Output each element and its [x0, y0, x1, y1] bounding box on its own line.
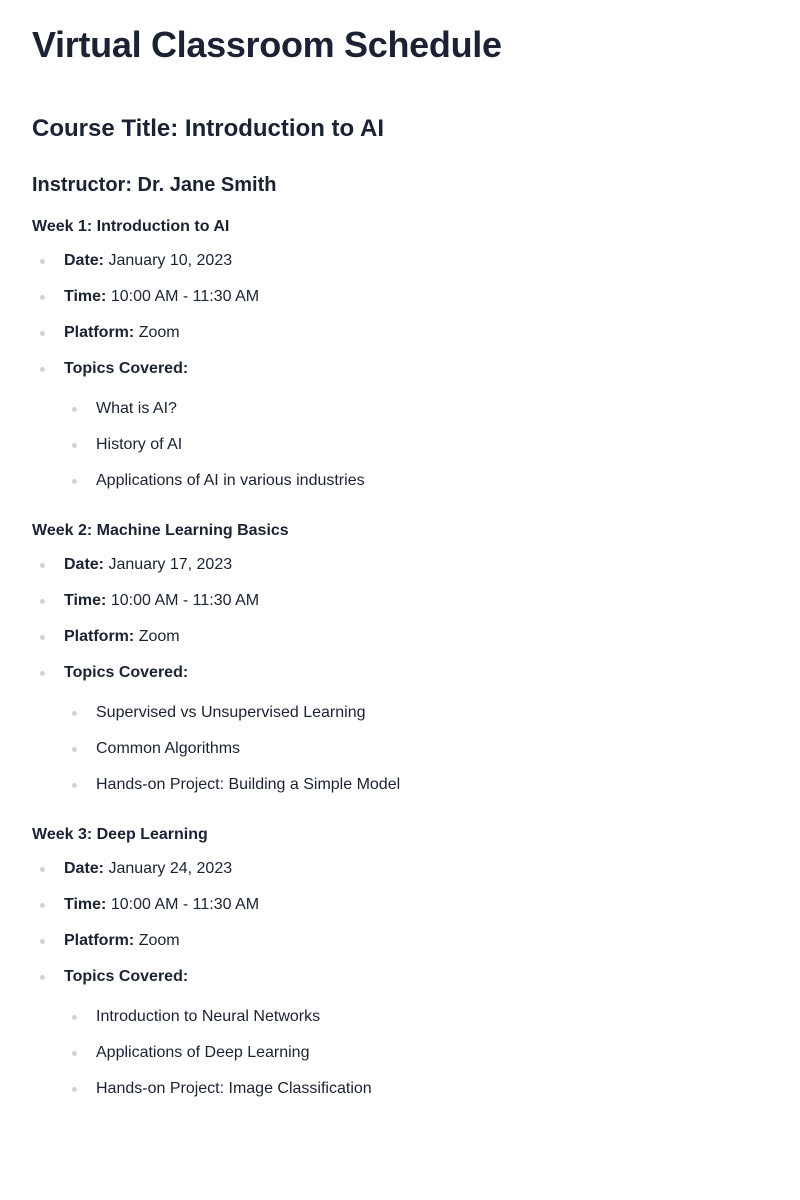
topics-label: Topics Covered: — [64, 664, 189, 681]
time-value: 10:00 AM - 11:30 AM — [110, 896, 260, 913]
week-details-list — [32, 251, 768, 491]
week-section-1 — [32, 217, 768, 491]
platform-label: Platform: — [64, 932, 135, 949]
course-title: Course Title: Introduction to AI — [32, 115, 384, 142]
week-spacer — [32, 795, 768, 825]
topic-item: Applications of Deep Learning — [32, 1043, 768, 1063]
week-spacer — [32, 491, 768, 521]
detail-topics — [32, 663, 768, 795]
date-label: Date: — [64, 556, 105, 573]
page-title: Virtual Classroom Schedule — [32, 24, 502, 65]
topics-label: Topics Covered: — [64, 968, 189, 985]
platform-label: Platform: — [64, 628, 135, 645]
platform-value: Zoom — [138, 324, 180, 341]
topic-item: History of AI — [32, 435, 768, 455]
time-value: 10:00 AM - 11:30 AM — [110, 288, 260, 305]
week-title: Week 2: Machine Learning Basics — [32, 522, 289, 539]
week-section-2 — [32, 521, 768, 795]
topic-item: Hands-on Project: Image Classification — [32, 1079, 768, 1099]
week-details-list — [32, 555, 768, 795]
week-section-3 — [32, 825, 768, 1099]
topic-item: Common Algorithms — [32, 739, 768, 759]
topics-list — [32, 703, 768, 795]
detail-time — [32, 895, 768, 915]
detail-date — [32, 859, 768, 879]
topic-item: Introduction to Neural Networks — [32, 1007, 768, 1027]
detail-time — [32, 287, 768, 307]
detail-time — [32, 591, 768, 611]
date-label: Date: — [64, 252, 105, 269]
detail-platform — [32, 323, 768, 343]
topic-item: Applications of AI in various industries — [32, 471, 768, 491]
week-title: Week 1: Introduction to AI — [32, 218, 230, 235]
platform-value: Zoom — [138, 628, 180, 645]
topics-list — [32, 1007, 768, 1099]
detail-topics — [32, 967, 768, 1099]
date-label: Date: — [64, 860, 105, 877]
topic-item: Hands-on Project: Building a Simple Model — [32, 775, 768, 795]
platform-label: Platform: — [64, 324, 135, 341]
date-value: January 24, 2023 — [108, 860, 233, 877]
platform-value: Zoom — [138, 932, 180, 949]
topics-list — [32, 399, 768, 491]
topic-item: What is AI? — [32, 399, 768, 419]
detail-date — [32, 555, 768, 575]
topics-label: Topics Covered: — [64, 360, 189, 377]
detail-platform — [32, 627, 768, 647]
date-value: January 10, 2023 — [108, 252, 233, 269]
detail-date — [32, 251, 768, 271]
time-label: Time: — [64, 288, 107, 305]
time-label: Time: — [64, 896, 107, 913]
detail-platform — [32, 931, 768, 951]
week-details-list — [32, 859, 768, 1099]
topic-item: Supervised vs Unsupervised Learning — [32, 703, 768, 723]
date-value: January 17, 2023 — [108, 556, 233, 573]
week-title: Week 3: Deep Learning — [32, 826, 208, 843]
instructor-name: Instructor: Dr. Jane Smith — [32, 174, 277, 196]
time-label: Time: — [64, 592, 107, 609]
time-value: 10:00 AM - 11:30 AM — [110, 592, 260, 609]
detail-topics — [32, 359, 768, 491]
